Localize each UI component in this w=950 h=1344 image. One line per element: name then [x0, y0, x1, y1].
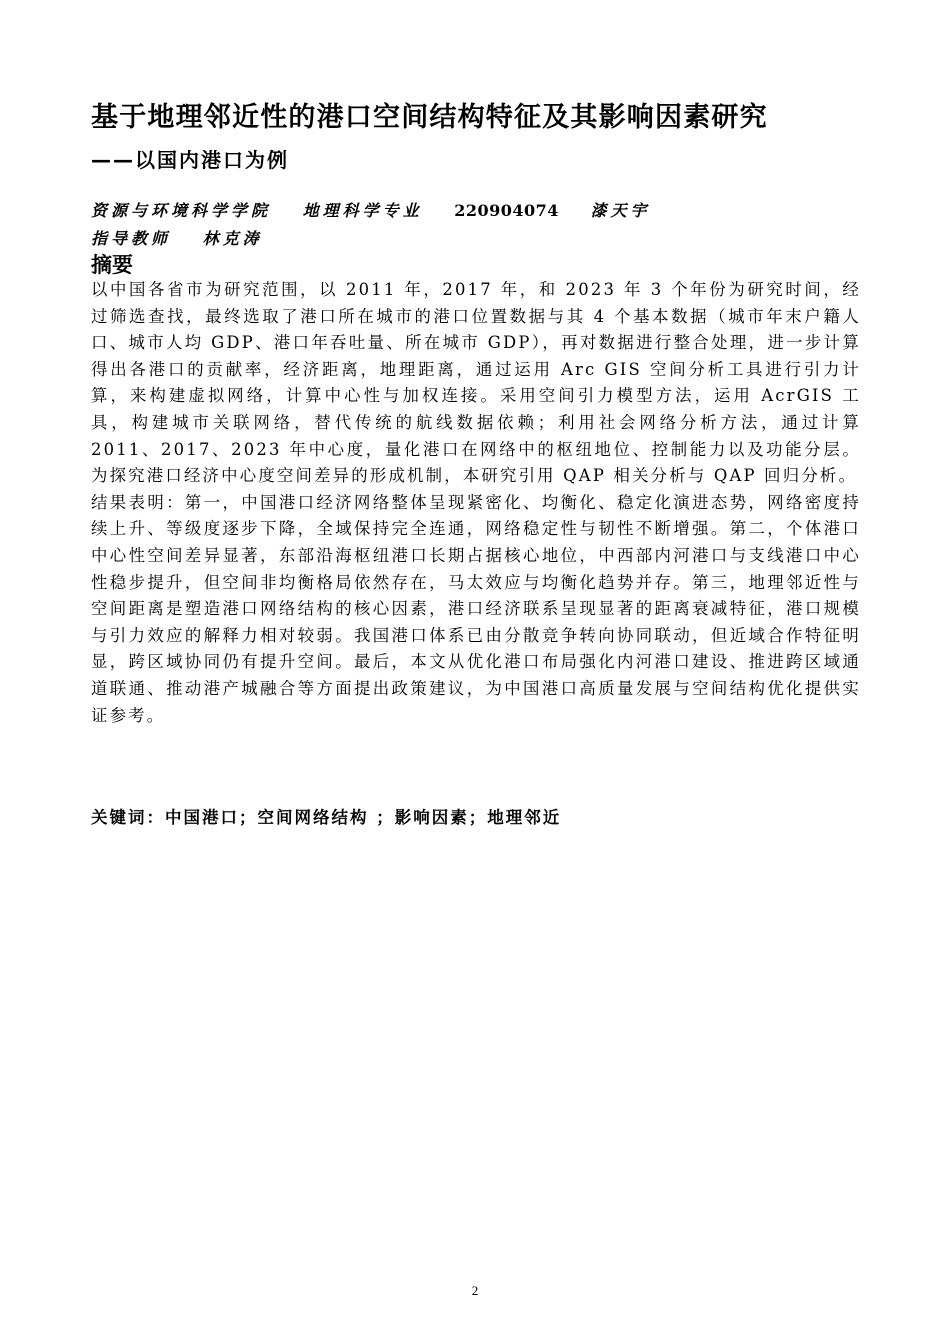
author-name: 漆天宇 — [590, 201, 651, 220]
keywords-line: 关键词：中国港口；空间网络结构 ；影响因素；地理邻近 — [91, 808, 562, 827]
page-number: 2 — [471, 1283, 479, 1298]
student-id: 220904074 — [454, 201, 559, 220]
school-name: 资源与环境科学学院 — [91, 201, 272, 220]
advisor-info-line — [91, 227, 285, 251]
author-info-line — [91, 199, 672, 223]
advisor-label: 指导教师 — [91, 229, 172, 248]
major-name: 地理科学专业 — [302, 201, 423, 220]
paper-subtitle: ——以国内港口为例 — [91, 148, 289, 172]
abstract-paragraph: 以中国各省市为研究范围，以 2011 年，2017 年，和 2023 年 3 个年份为研究时间，经过筛选查找，最终选取了港口所在城市的港口位置数据与其 4 个基本数据（城市年末户籍人口、城市人均 GDP、港口年吞吐量、所在城市 GDP），再对数据进行整合处理，进一步计算得出各港口的贡献率，经济距离，地理距离，通过运用 Arc GIS 空间分析工具进行引力计算，来构建虚拟网络，计算中心性与加权连接。采用空间引力模型方法，运用 AcrGIS 工具，构建城市关联网络，替代传统的航线数据依赖；利用社会网络分析方法，通过计算 2011、2017、2023 年中心度，量化港口在网络中的枢纽地位、控制能力以及功能分层。为探究港口经济中心度空间差异的形成机制，本研究引用 QAP 相关分析与 QAP 回归分析。 — [91, 280, 861, 486]
advisor-name: 林克涛 — [202, 229, 263, 248]
abstract-paragraph: 结果表明：第一，中国港口经济网络整体呈现紧密化、均衡化、稳定化演进态势，网络密度持续上升、等级度逐步下降，全域保持完全连通，网络稳定性与韧性不断增强。第二，个体港口中心性空间差异显著，东部沿海枢纽港口长期占据核心地位，中西部内河港口与支线港口中心性稳步提升，但空间非均衡格局依然存在，马太效应与均衡化趋势并存。第三，地理邻近性与空间距离是塑造港口网络结构的核心因素，港口经济联系呈现显著的距离衰减特征，港口规模与引力效应的解释力相对较弱。我国港口体系已由分散竞争转向协同联动，但近域合作特征明显，跨区域协同仍有提升空间。最后，本文从优化港口布局强化内河港口建设、推进跨区域通道联通、推动港产城融合等方面提出政策建议，为中国港口高质量发展与空间结构优化提供实证参考。 — [91, 492, 861, 725]
paper-title: 基于地理邻近性的港口空间结构特征及其影响因素研究 — [91, 102, 768, 133]
abstract-heading: 摘要 — [91, 253, 133, 277]
abstract-body — [91, 277, 861, 729]
